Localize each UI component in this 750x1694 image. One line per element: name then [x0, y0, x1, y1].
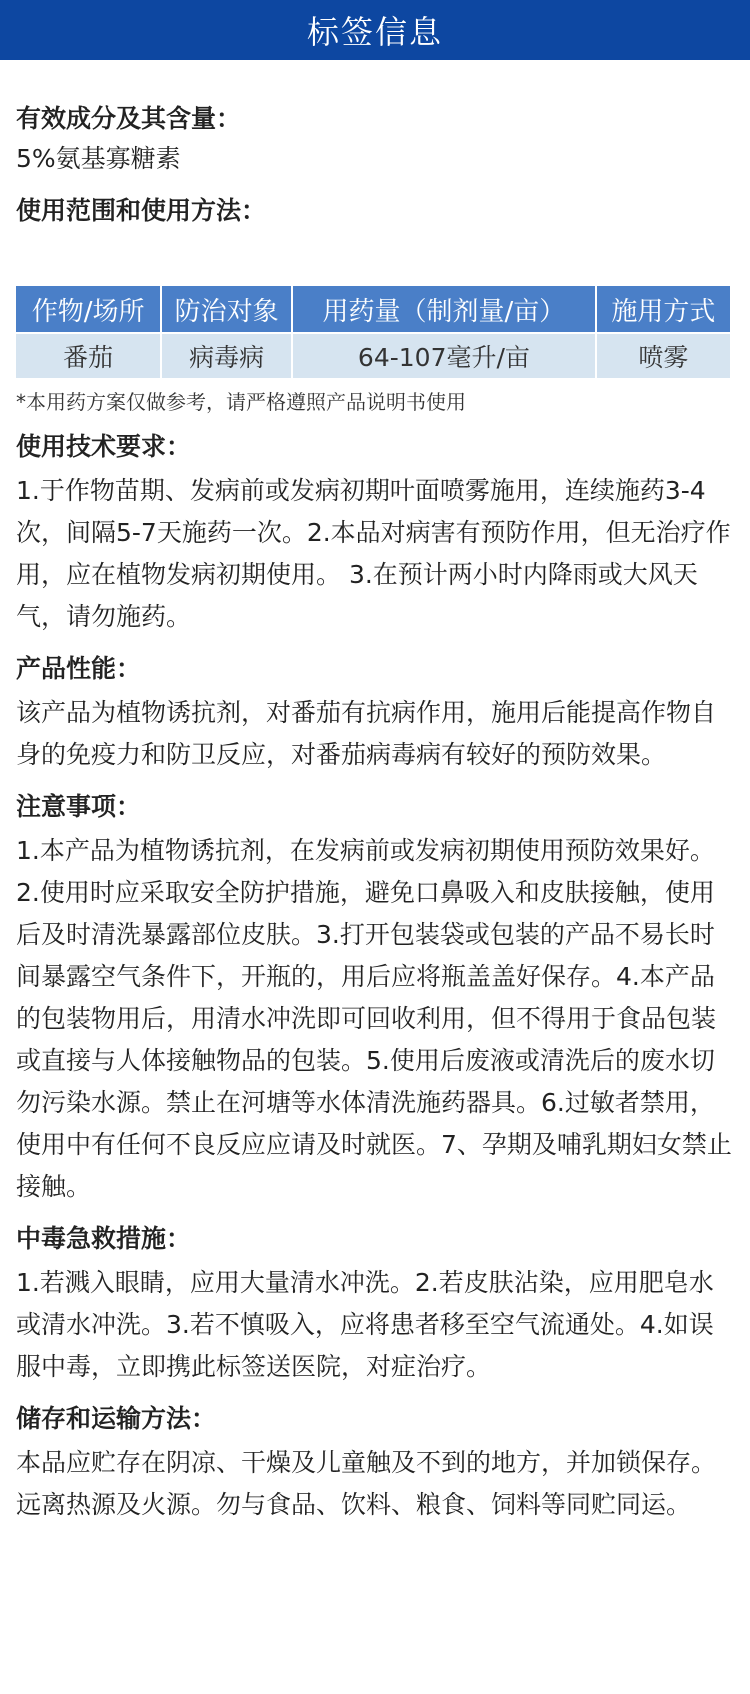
table-header-cell: 防治对象 — [162, 286, 291, 332]
table-row — [16, 334, 730, 378]
table-header-cell: 施用方式 — [597, 286, 730, 332]
table-cell: 病毒病 — [162, 334, 291, 378]
table-cell: 番茄 — [16, 334, 160, 378]
tech-title: 使用技术要求： — [16, 432, 192, 461]
tech-text: 1.于作物苗期、发病前或发病初期叶面喷雾施用，连续施药3-4次，间隔5-7天施药一次。2.本品对病害有预防作用，但无治疗作用，应在植物发病初期使用。 3.在预计两小时内降雨或大风天气，请勿施药。 — [16, 476, 731, 631]
dosage-table-wrap — [16, 284, 734, 380]
page-title: 标签信息 — [306, 13, 443, 51]
performance-title: 产品性能： — [16, 654, 142, 683]
table-header-cell: 用药量（制剂量/亩） — [293, 286, 595, 332]
storage-section — [16, 1400, 734, 1526]
page-header — [0, 0, 750, 60]
usage-section — [16, 192, 734, 416]
label-content — [0, 60, 750, 1526]
dosage-table — [14, 284, 732, 380]
caution-text: 1.本产品为植物诱抗剂，在发病前或发病初期使用预防效果好。2.使用时应采取安全防护措施，避免口鼻吸入和皮肤接触，使用后及时清洗暴露部位皮肤。3.打开包装袋或包装的产品不易长时间暴露空气条件下，开瓶的，用后应将瓶盖盖好保存。4.本产品的包装物用后，用清水冲洗即可回收利用，但不得用于食品包装或直接与人体接触物品的包装。5.使用后废液或清洗后的废水切勿污染水源。禁止在河塘等水体清洗施药器具。6.过敏者禁用，使用中有任何不良反应应请及时就医。7、孕期及哺乳期妇女禁止接触。 — [16, 836, 732, 1201]
usage-title: 使用范围和使用方法： — [16, 196, 267, 225]
table-cell: 喷雾 — [597, 334, 730, 378]
firstaid-text: 1.若溅入眼睛，应用大量清水冲洗。2.若皮肤沾染，应用肥皂水或清水冲洗。3.若不慎吸入，应将患者移至空气流通处。4.如误服中毒，立即携此标签送医院，对症治疗。 — [16, 1268, 714, 1381]
storage-title: 储存和运输方法： — [16, 1404, 217, 1433]
ingredient-title: 有效成分及其含量： — [16, 104, 242, 133]
performance-text: 该产品为植物诱抗剂，对番茄有抗病作用，施用后能提高作物自身的免疫力和防卫反应，对番茄病毒病有较好的预防效果。 — [16, 698, 717, 769]
table-cell: 64-107毫升/亩 — [293, 334, 595, 378]
table-header-row — [16, 286, 730, 332]
tech-section — [16, 428, 734, 638]
storage-text: 本品应贮存在阴凉、干燥及儿童触及不到的地方，并加锁保存。远离热源及火源。勿与食品、饮料、粮食、饲料等同贮同运。 — [16, 1448, 717, 1519]
caution-title: 注意事项： — [16, 792, 142, 821]
ingredient-text: 5%氨基寡糖素 — [16, 144, 181, 173]
caution-section — [16, 788, 734, 1208]
ingredient-section — [16, 100, 734, 180]
firstaid-section — [16, 1220, 734, 1388]
firstaid-title: 中毒急救措施： — [16, 1224, 192, 1253]
performance-section — [16, 650, 734, 776]
table-header-cell: 作物/场所 — [16, 286, 160, 332]
usage-note: *本用药方案仅做参考，请严格遵照产品说明书使用 — [16, 390, 466, 414]
